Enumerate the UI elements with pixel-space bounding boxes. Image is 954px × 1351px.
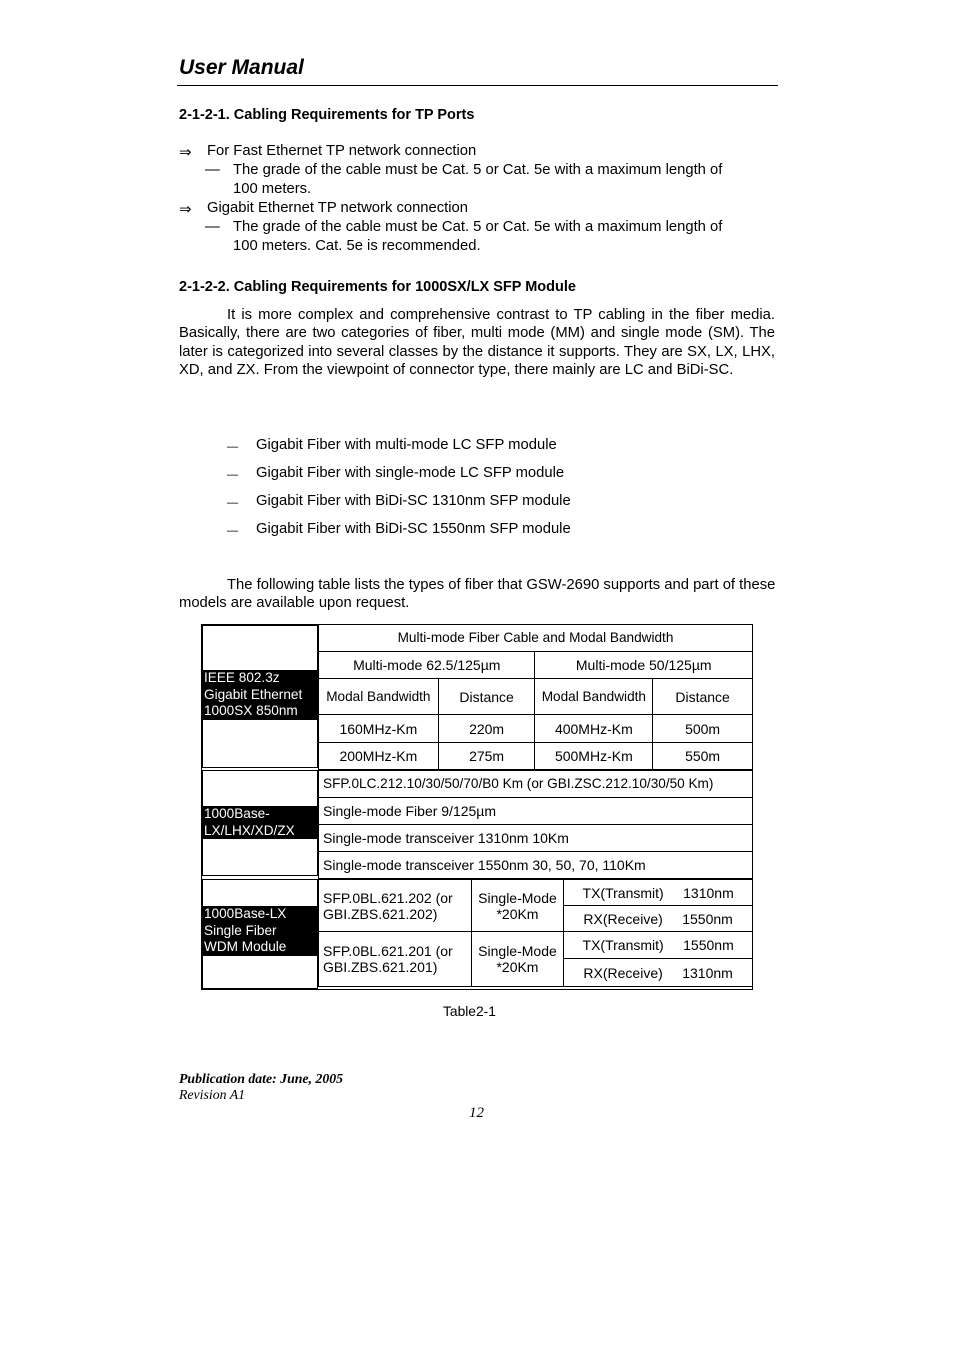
table-caption: Table2-1: [443, 1004, 496, 1019]
cell: 275m: [438, 743, 535, 770]
mm1-header: Multi-mode 62.5/125µm: [319, 652, 535, 679]
multimode-table: [318, 624, 753, 770]
block-label-1000base-lx: 1000Base- LX/LHX/XD/ZX: [202, 806, 318, 839]
rx-cell: RX(Receive) 1310nm: [564, 959, 753, 987]
cell: 200MHz-Km: [319, 743, 439, 770]
dash-icon: —: [205, 162, 220, 178]
block-label-wdm: 1000Base-LX Single Fiber WDM Module: [202, 906, 318, 956]
item-label: For Fast Ethernet TP network connection: [207, 143, 477, 159]
arrow-icon: ⇒: [179, 144, 192, 161]
dash-icon: —: [227, 469, 238, 481]
item-detail: The grade of the cable must be Cat. 5 or Cat. 5e with a maximum length of: [233, 219, 723, 235]
item-detail: The grade of the cable must be Cat. 5 or Cat. 5e with a maximum length of: [233, 162, 723, 178]
model-cell: SFP.0BL.621.201 (or GBI.ZBS.621.201): [319, 932, 472, 987]
list-item: Gigabit Fiber with BiDi-SC 1310nm SFP module: [256, 493, 571, 509]
cell: 400MHz-Km: [535, 715, 653, 743]
mode-cell: Single-Mode *20Km: [471, 932, 564, 987]
dash-icon: —: [227, 497, 238, 509]
table-title: Multi-mode Fiber Cable and Modal Bandwidth: [319, 625, 753, 652]
table-row: Single-mode transceiver 1310nm 10Km: [319, 825, 753, 852]
cell: 500MHz-Km: [535, 743, 653, 770]
section-heading-sfp: 2-1-2-2. Cabling Requirements for 1000SX/LX SFP Module: [179, 279, 576, 295]
table-intro: The following table lists the types of fiber that GSW-2690 supports and part of these models are available upon request.: [179, 577, 776, 612]
page-number: 12: [469, 1105, 484, 1121]
arrow-icon: ⇒: [179, 201, 192, 218]
list-item: Gigabit Fiber with BiDi-SC 1550nm SFP module: [256, 521, 571, 537]
publication-date: Publication date: June, 2005: [179, 1071, 344, 1086]
dash-icon: —: [205, 219, 220, 235]
col-header-modal: Modal Bandwidth: [319, 679, 439, 715]
model-cell: SFP.0BL.621.202 (or GBI.ZBS.621.202): [319, 880, 472, 932]
table-row: Single-mode Fiber 9/125µm: [319, 798, 753, 825]
tx-cell: TX(Transmit) 1310nm: [564, 880, 753, 906]
col-header-modal: Modal Bandwidth: [535, 679, 653, 715]
tx-cell: TX(Transmit) 1550nm: [564, 932, 753, 959]
item-detail: 100 meters. Cat. 5e is recommended.: [233, 238, 481, 254]
col-header-distance: Distance: [653, 679, 753, 715]
cell: 160MHz-Km: [319, 715, 439, 743]
cell: 220m: [438, 715, 535, 743]
rx-cell: RX(Receive) 1550nm: [564, 906, 753, 932]
dash-icon: —: [227, 441, 238, 453]
dash-icon: —: [227, 525, 238, 537]
singlemode-table: [318, 770, 753, 879]
header-rule: [177, 85, 778, 86]
list-item: Gigabit Fiber with multi-mode LC SFP module: [256, 437, 557, 453]
item-detail: 100 meters.: [233, 181, 312, 197]
table-row: SFP.0LC.212.10/30/50/70/B0 Km (or GBI.ZSC.212.10/30/50 Km): [319, 771, 753, 798]
table-row: Single-mode transceiver 1550nm 30, 50, 70, 110Km: [319, 852, 753, 879]
cell: 550m: [653, 743, 753, 770]
table-row: [319, 743, 753, 770]
page-header-title: User Manual: [179, 56, 304, 79]
col-header-distance: Distance: [438, 679, 535, 715]
mode-cell: Single-Mode *20Km: [471, 880, 564, 932]
revision: Revision A1: [179, 1087, 246, 1102]
cell: 500m: [653, 715, 753, 743]
section-heading-tp: 2-1-2-1. Cabling Requirements for TP Ports: [179, 107, 475, 123]
wdm-table: [318, 879, 753, 987]
fiber-paragraph: It is more complex and comprehensive contrast to TP cabling in the fiber media. Basically, there are two categories of fiber, multi mode (MM) and single mode (SM). The later is categorized into several classes by the distance it supports. They are SX, LX, LHX, XD, and ZX. From the viewpoint of connector type, there mainly are LC and BiDi-SC.: [179, 307, 775, 379]
table-row: [319, 715, 753, 743]
block-label-1000sx: IEEE 802.3z Gigabit Ethernet 1000SX 850nm: [202, 670, 318, 720]
mm2-header: Multi-mode 50/125µm: [535, 652, 753, 679]
item-label: Gigabit Ethernet TP network connection: [207, 200, 469, 216]
list-item: Gigabit Fiber with single-mode LC SFP module: [256, 465, 565, 481]
